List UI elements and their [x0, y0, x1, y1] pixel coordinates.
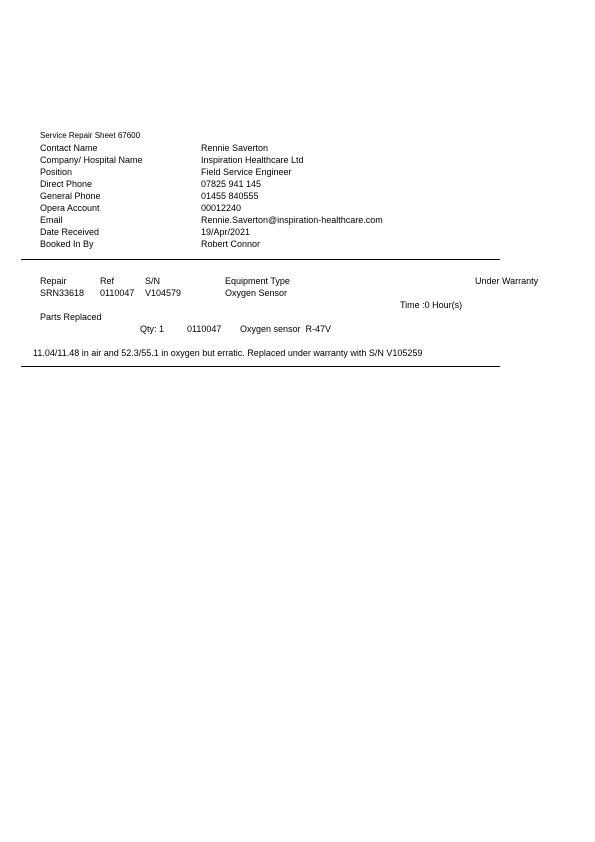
equipment-type: Oxygen Sensor — [225, 288, 288, 298]
part-code: 0110047 — [187, 324, 222, 334]
field-value: Robert Connor — [201, 239, 261, 249]
repair-notes: 11.04/11.48 in air and 52.3/55.1 in oxygen but erratic. Replaced under warranty with S/N V105259 — [33, 348, 423, 358]
field-value: 00012240 — [201, 203, 242, 213]
parts-replaced-label: Parts Replaced — [40, 312, 102, 322]
field-value: 07825 941 145 — [201, 179, 262, 189]
email-link[interactable]: Rennie.Saverton@inspiration-healthcare.com — [201, 215, 383, 225]
field-label: General Phone — [40, 191, 101, 201]
header-under-warranty: Under Warranty — [475, 276, 539, 286]
part-qty: Qty: 1 — [140, 324, 165, 334]
time-spent: Time :0 Hour(s) — [400, 300, 463, 310]
field-label: Position — [40, 167, 73, 177]
sheet-title: Service Repair Sheet 67600 — [40, 131, 141, 140]
serial-number: V104579 — [145, 288, 182, 298]
field-value: Inspiration Healthcare Ltd — [201, 155, 304, 165]
field-label: Booked In By — [40, 239, 94, 249]
bottom-divider — [21, 366, 500, 367]
header-repair: Repair — [40, 276, 67, 286]
header-equipment-type: Equipment Type — [225, 276, 290, 286]
field-value: Rennie Saverton — [201, 143, 269, 153]
field-label: Opera Account — [40, 203, 100, 213]
field-value: 19/Apr/2021 — [201, 227, 251, 237]
field-label: Direct Phone — [40, 179, 93, 189]
field-label: Email — [40, 215, 63, 225]
header-sn: S/N — [145, 276, 161, 286]
field-label: Contact Name — [40, 143, 98, 153]
header-ref: Ref — [100, 276, 115, 286]
top-divider — [21, 259, 500, 260]
field-value: Field Service Engineer — [201, 167, 292, 177]
field-label: Date Received — [40, 227, 100, 237]
field-value: 01455 840555 — [201, 191, 259, 201]
field-label: Company/ Hospital Name — [40, 155, 143, 165]
repair-number: SRN33618 — [40, 288, 85, 298]
part-description: Oxygen sensor R-47V — [240, 324, 332, 334]
ref-number: 0110047 — [100, 288, 135, 298]
